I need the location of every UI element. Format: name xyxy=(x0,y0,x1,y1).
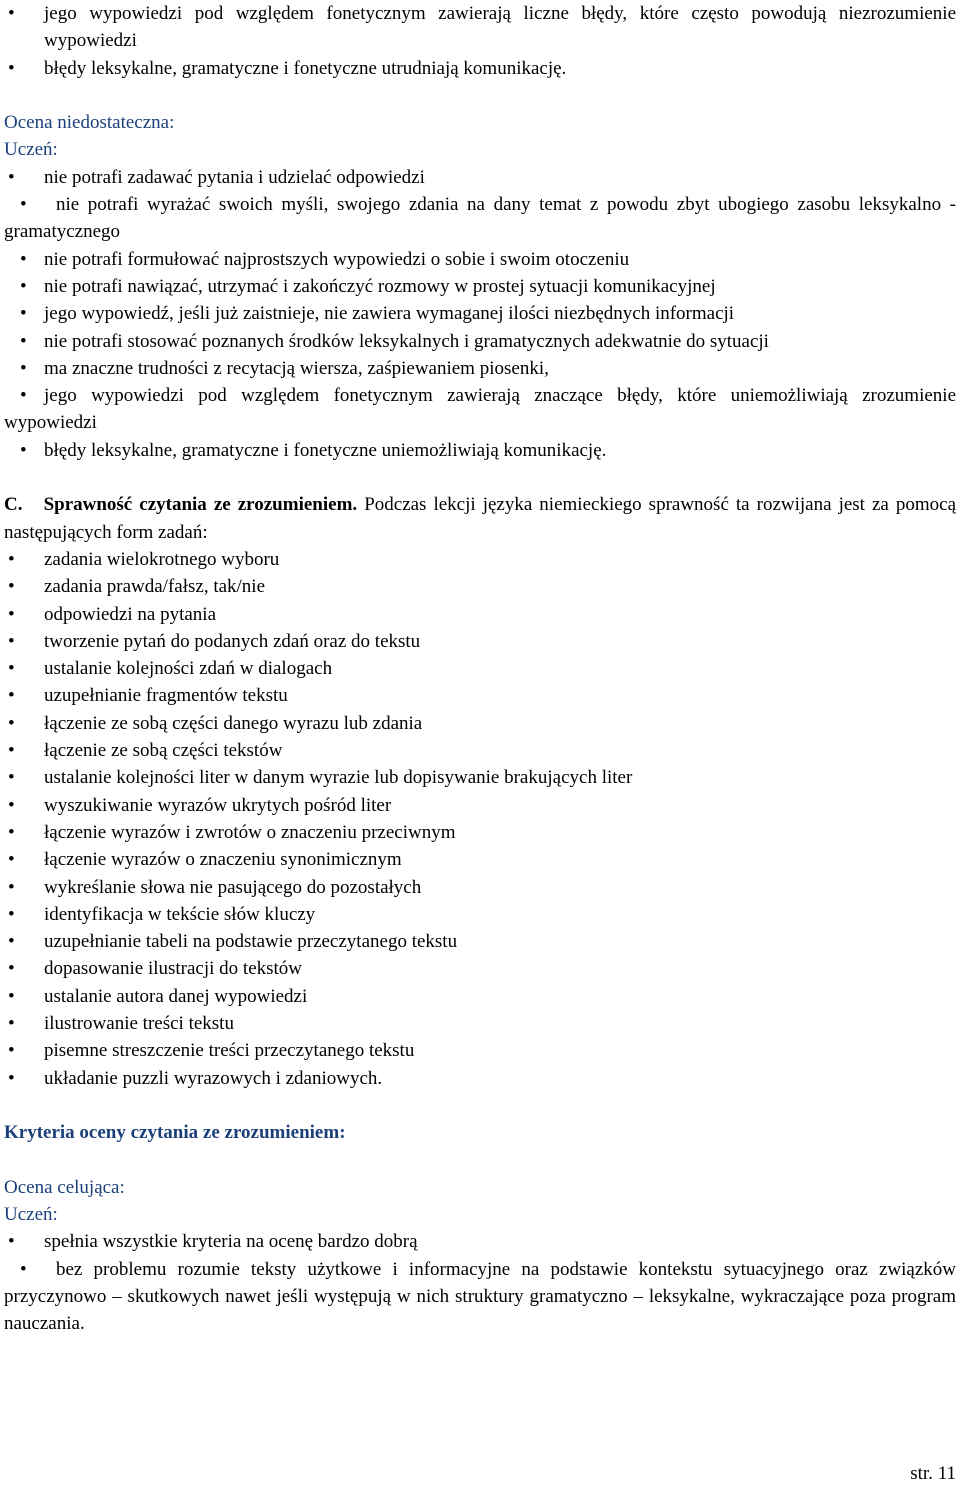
list-item: • zadania wielokrotnego wyboru xyxy=(4,546,956,573)
celujaca-list xyxy=(4,1228,956,1337)
list-item: • uzupełnianie tabeli na podstawie przeczytanego tekstu xyxy=(4,928,956,955)
list-item: • uzupełnianie fragmentów tekstu xyxy=(4,682,956,709)
list-item: • identyfikacja w tekście słów kluczy xyxy=(4,901,956,928)
list-item: • nie potrafi stosować poznanych środków leksykalnych i gramatycznych adekwatnie do sytuacji xyxy=(4,328,956,355)
list-item: • pisemne streszczenie treści przeczytanego tekstu xyxy=(4,1037,956,1064)
list-item: • ilustrowanie treści tekstu xyxy=(4,1010,956,1037)
list-item: • ustalanie autora danej wypowiedzi xyxy=(4,983,956,1010)
section-heading-niedostateczna: Ocena niedostateczna: xyxy=(4,112,175,134)
reading-tasks-list xyxy=(4,546,956,1092)
list-item: • zadania prawda/fałsz, tak/nie xyxy=(4,573,956,600)
list-item: • układanie puzzli wyrazowych i zdaniowych. xyxy=(4,1065,956,1092)
list-item: • wykreślanie słowa nie pasującego do pozostałych xyxy=(4,874,956,901)
list-item: • nie potrafi zadawać pytania i udzielać odpowiedzi xyxy=(4,164,956,191)
list-item: • ma znaczne trudności z recytacją wiersza, zaśpiewaniem piosenki, xyxy=(4,355,956,382)
list-item: • łączenie ze sobą części tekstów xyxy=(4,737,956,764)
subject-label: Uczeń: xyxy=(4,1204,58,1226)
list-item: • łączenie ze sobą części danego wyrazu lub zdania xyxy=(4,710,956,737)
criteria-heading: Kryteria oceny czytania ze zrozumieniem: xyxy=(4,1122,346,1144)
list-item: • bez problemu rozumie teksty użytkowe i informacyjne na podstawie kontekstu sytuacyjnego oraz związków przyczynowo – skutkowych nawet jeśli występują w nich struktury gramatyczno – leksykalne, wykraczające poza program nauczania. xyxy=(4,1256,956,1338)
section-c-title: Sprawność czytania ze zrozumieniem. xyxy=(43,494,358,516)
list-item: • błędy leksykalne, gramatyczne i fonetyczne utrudniają komunikację. xyxy=(4,55,956,82)
list-item: • jego wypowiedzi pod względem fonetycznym zawierają znaczące błędy, które uniemożliwiają zrozumienie wypowiedzi xyxy=(4,382,956,437)
list-item: • ustalanie kolejności liter w danym wyrazie lub dopisywanie brakujących liter xyxy=(4,764,956,791)
list-item: • tworzenie pytań do podanych zdań oraz do tekstu xyxy=(4,628,956,655)
subject-label: Uczeń: xyxy=(4,139,58,161)
list-item: • nie potrafi formułować najprostszych wypowiedzi o sobie i swoim otoczeniu xyxy=(4,246,956,273)
list-item: • błędy leksykalne, gramatyczne i fonetyczne uniemożliwiają komunikację. xyxy=(4,437,956,464)
section-c-paragraph xyxy=(4,491,956,546)
list-item: • jego wypowiedzi pod względem fonetycznym zawierają liczne błędy, które często powodują niezrozumienie wypowiedzi xyxy=(4,0,956,55)
list-item: • ustalanie kolejności zdań w dialogach xyxy=(4,655,956,682)
document-page xyxy=(4,0,956,1338)
niedostateczna-list xyxy=(4,164,956,464)
list-item: • spełnia wszystkie kryteria na ocenę bardzo dobrą xyxy=(4,1228,956,1255)
list-item: • nie potrafi wyrażać swoich myśli, swojego zdania na dany temat z powodu zbyt ubogiego zasobu leksykalno - gramatycznego xyxy=(4,191,956,246)
list-item: • odpowiedzi na pytania xyxy=(4,601,956,628)
page-number: str. 11 xyxy=(910,1463,956,1484)
list-item: • nie potrafi nawiązać, utrzymać i zakończyć rozmowy w prostej sytuacji komunikacyjnej xyxy=(4,273,956,300)
section-c-intro: Podczas lekcji języka niemieckiego sprawność ta rozwijana jest za pomocą następujących form zadań: xyxy=(4,494,957,543)
section-heading-celujaca: Ocena celująca: xyxy=(4,1176,125,1198)
list-item: • łączenie wyrazów o znaczeniu synonimicznym xyxy=(4,846,956,873)
list-item: • dopasowanie ilustracji do tekstów xyxy=(4,955,956,982)
list-item: • jego wypowiedź, jeśli już zaistnieje, nie zawiera wymaganej ilości niezbędnych informacji xyxy=(4,300,956,327)
list-item: • łączenie wyrazów i zwrotów o znaczeniu przeciwnym xyxy=(4,819,956,846)
section-c-label: C. xyxy=(4,494,23,516)
list-item: • wyszukiwanie wyrazów ukrytych pośród liter xyxy=(4,792,956,819)
top-bullet-list xyxy=(4,0,956,82)
